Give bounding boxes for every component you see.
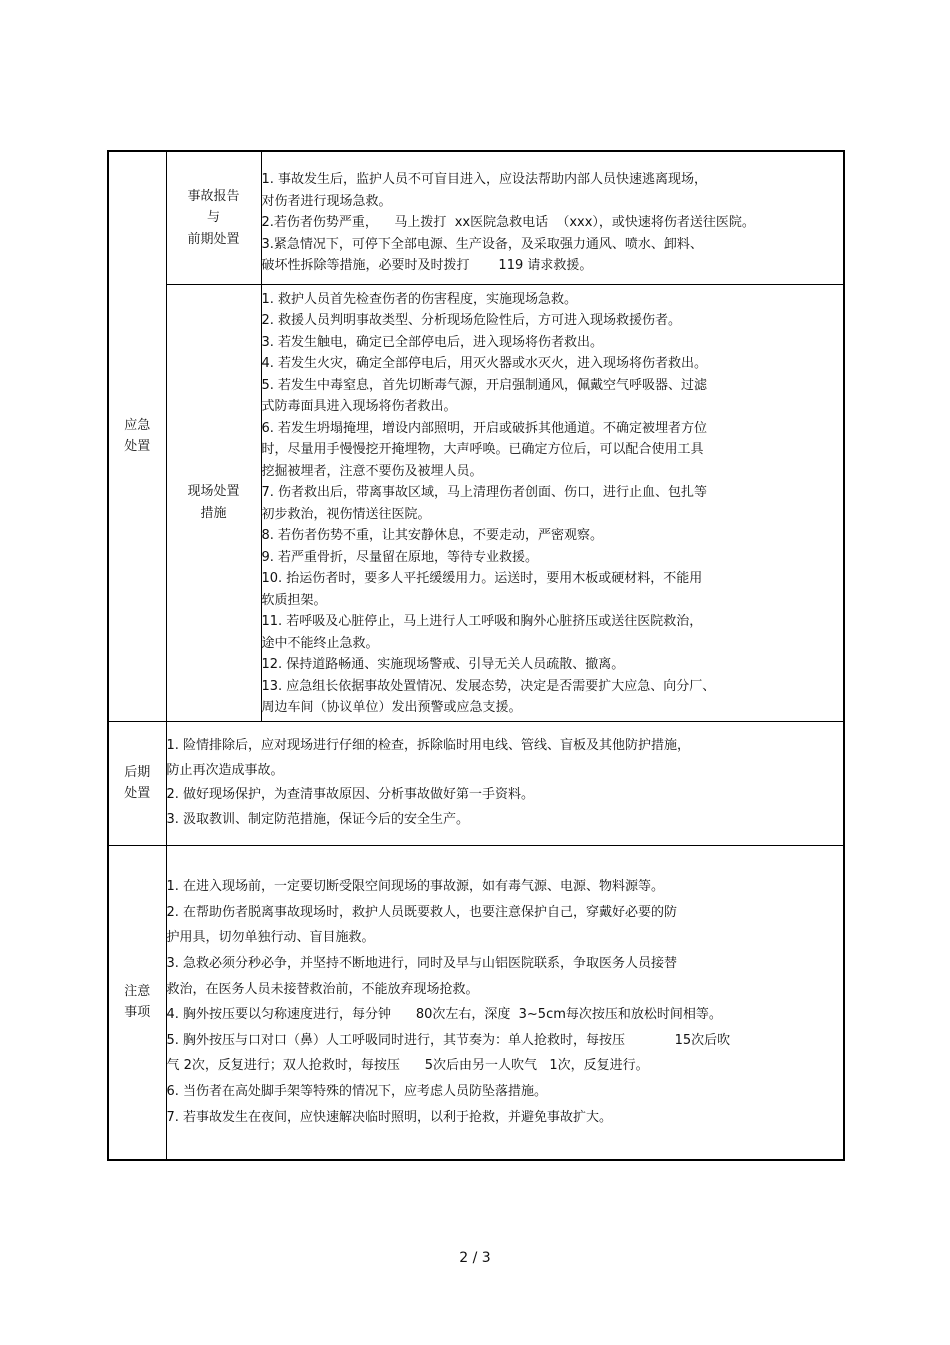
content-line: 6. 当伤者在高处脚手架等特殊的情况下，应考虑人员防坠落措施。 xyxy=(166,1084,548,1100)
content-line: 8. 若伤者伤势不重，让其安静休息，不要走动，严密观察。 xyxy=(261,528,604,543)
content-line: 3. 汲取教训、制定防范措施，保证今后的安全生产。 xyxy=(166,811,470,827)
content-line: 对伤者进行现场急救。 xyxy=(261,193,392,209)
content-line: 1. 在进入现场前，一定要切断受限空间现场的事故源，如有毒气源、电源、物料源等。 xyxy=(166,879,665,895)
aftermath-content xyxy=(166,721,844,845)
section-label-notes xyxy=(108,845,166,1160)
content-line: 5. 胸外按压与口对口（鼻）人工呼吸同时进行，其节奏为：单人抢救时，每按压 15次后吹 xyxy=(166,1032,731,1048)
label-line: 处置 xyxy=(124,786,151,801)
table-row xyxy=(108,845,844,1160)
content-line: 挖掘被埋者，注意不要伤及被埋人员。 xyxy=(261,463,483,479)
content-line: 3. 若发生触电，确定已全部停电后，进入现场将伤者救出。 xyxy=(261,334,604,350)
label-line: 前期处置 xyxy=(187,231,240,247)
content-line: 破坏性拆除等措施，必要时及时拨打 119 请求救援。 xyxy=(261,258,593,273)
label-line: 处置 xyxy=(124,439,151,455)
content-line: 1. 救护人员首先检查伤者的伤害程度，实施现场急救。 xyxy=(261,291,578,307)
content-line: 防止再次造成事故。 xyxy=(166,762,284,778)
label-line: 后期 xyxy=(124,764,151,780)
content-line: 时，尽量用手慢慢挖开掩埋物，大声呼唤。已确定方位后，可以配合使用工具 xyxy=(261,442,704,457)
section-label-emergency xyxy=(108,151,166,721)
content-line: 7. 伤者救出后，带离事故区域，马上清理伤者创面、伤口，进行止血、包扎等 xyxy=(261,485,708,500)
content-line: 12. 保持道路畅通、实施现场警戒、引导无关人员疏散、撤离。 xyxy=(261,657,625,672)
content-line: 4. 若发生火灾，确定全部停电后，用灭火器或水灭火，进入现场将伤者救出。 xyxy=(261,356,708,371)
content-line: 6. 若发生坍塌掩埋，增设内部照明，开启或破拆其他通道。不确定被埋者方位 xyxy=(261,420,708,436)
content-line: 7. 若事故发生在夜间，应快速解决临时照明，以利于抢救，并避免事故扩大。 xyxy=(166,1109,613,1125)
subsection-label-onsite xyxy=(166,284,261,721)
label-line: 注意 xyxy=(124,983,151,999)
emergency-procedure-table xyxy=(107,150,845,1161)
label-line: 措施 xyxy=(200,505,227,521)
content-line: 2. 做好现场保护，为查清事故原因、分析事故做好第一手资料。 xyxy=(166,787,535,802)
content-line: 2.若伤者伤势严重， 马上拨打 xx医院急救电话 （xxx），或快速将伤者送往医院。 xyxy=(261,215,755,230)
content-line: 式防毒面具进入现场将伤者救出。 xyxy=(261,399,457,414)
content-line: 5. 若发生中毒窒息，首先切断毒气源，开启强制通风，佩戴空气呼吸器、过滤 xyxy=(261,377,708,393)
table-row xyxy=(108,721,844,845)
content-line: 13. 应急组长依据事故处置情况、发展态势，决定是否需要扩大应急、向分厂、 xyxy=(261,678,716,694)
notes-content xyxy=(166,845,844,1160)
page-number: 2 / 3 xyxy=(459,1250,491,1266)
content-line: 气 2次，反复进行；双人抢救时，每按压 5次后由另一人吹气 1次，反复进行。 xyxy=(166,1058,649,1074)
content-line: 2. 在帮助伤者脱离事故现场时，救护人员既要救人，也要注意保护自己，穿戴好必要的防 xyxy=(166,904,678,920)
content-line: 2. 救援人员判明事故类型、分析现场危险性后，方可进入现场救援伤者。 xyxy=(261,313,682,328)
content-line: 周边车间（协议单位）发出预警或应急支援。 xyxy=(261,700,522,715)
onsite-content xyxy=(261,284,844,721)
label-line: 与 xyxy=(206,210,220,225)
content-line: 1. 险情排除后，应对现场进行仔细的检查，拆除临时用电线、管线、盲板及其他防护措施， xyxy=(166,738,691,753)
content-line: 1. 事故发生后，监护人员不可盲目进入，应设法帮助内部人员快速逃离现场， xyxy=(261,172,708,187)
content-line: 9. 若严重骨折，尽量留在原地，等待专业救援。 xyxy=(261,549,539,565)
table-row xyxy=(108,151,844,284)
content-line: 3.紧急情况下，可停下全部电源、生产设备，及采取强力通风、喷水、卸料、 xyxy=(261,236,703,252)
content-line: 途中不能终止急救。 xyxy=(261,635,379,651)
content-line: 4. 胸外按压要以匀称速度进行，每分钟 80次左右，深度 3~5cm每次按压和放松时间相等。 xyxy=(166,1007,722,1023)
content-line: 软质担架。 xyxy=(261,592,327,608)
content-line: 10. 抬运伤者时，要多人平托缓缓用力。运送时，要用木板或硬材料，不能用 xyxy=(261,571,703,586)
label-line: 事故报告 xyxy=(187,188,240,204)
content-line: 初步救治，视伤情送往医院。 xyxy=(261,506,431,522)
label-line: 事项 xyxy=(124,1005,151,1021)
table-row xyxy=(108,284,844,721)
section-label-aftermath xyxy=(108,721,166,845)
label-line: 应急 xyxy=(124,417,151,433)
content-line: 救治，在医务人员未接替救治前，不能放弃现场抢救。 xyxy=(166,981,479,997)
content-line: 护用具，切勿单独行动、盲目施救。 xyxy=(166,930,375,946)
content-line: 3. 急救必须分秒必争，并坚持不断地进行，同时及早与山铝医院联系，争取医务人员接替 xyxy=(166,956,678,972)
subsection-label-report xyxy=(166,151,261,284)
content-line: 11. 若呼吸及心脏停止，马上进行人工呼吸和胸外心脏挤压或送往医院救治， xyxy=(261,614,703,629)
label-line: 现场处置 xyxy=(187,484,240,499)
report-content xyxy=(261,151,844,284)
